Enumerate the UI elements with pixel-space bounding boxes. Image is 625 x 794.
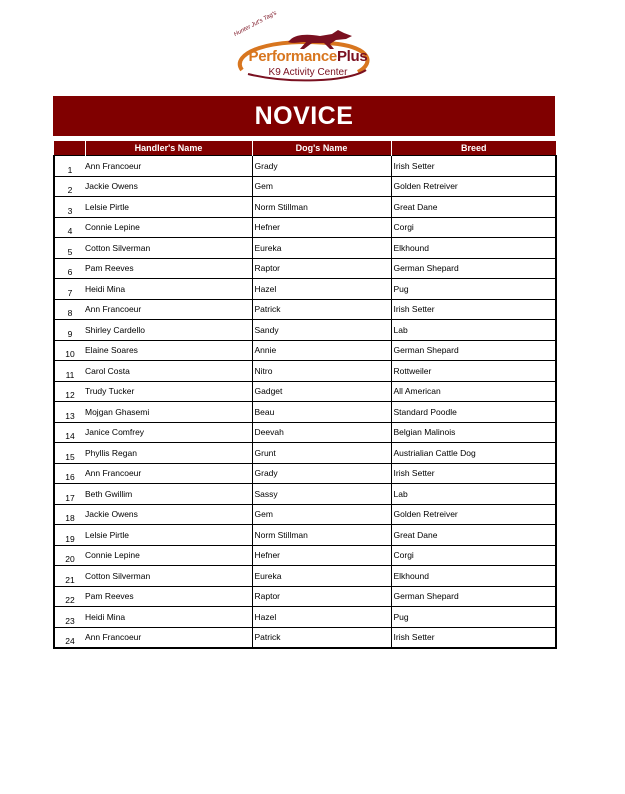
row-number: 8	[54, 299, 85, 320]
dog-name-cell: Nitro	[252, 361, 391, 382]
handler-name-cell: Lelsie Pirtle	[85, 525, 252, 546]
handler-name-cell: Ann Francoeur	[85, 299, 252, 320]
handler-name-cell: Jackie Owens	[85, 504, 252, 525]
logo-tagline: Hunter Jut's Tag's	[233, 10, 278, 38]
row-number: 18	[54, 504, 85, 525]
breed-cell: German Shepard	[391, 586, 556, 607]
dog-name-cell: Deevah	[252, 422, 391, 443]
breed-cell: Pug	[391, 607, 556, 628]
table-row	[54, 361, 556, 382]
row-number: 21	[54, 566, 85, 587]
handler-name-cell: Elaine Soares	[85, 340, 252, 361]
row-number: 14	[54, 422, 85, 443]
dog-name-cell: Hazel	[252, 607, 391, 628]
table-row	[54, 463, 556, 484]
row-number: 16	[54, 463, 85, 484]
handler-name-cell: Janice Comfrey	[85, 422, 252, 443]
roster-body	[54, 156, 556, 649]
table-row	[54, 504, 556, 525]
logo-subtitle: K9 Activity Center	[268, 67, 348, 78]
dog-name-cell: Gem	[252, 504, 391, 525]
handler-name-cell: Connie Lepine	[85, 217, 252, 238]
row-number: 13	[54, 402, 85, 423]
breed-cell: German Shepard	[391, 340, 556, 361]
breed-cell: Irish Setter	[391, 627, 556, 648]
row-number: 24	[54, 627, 85, 648]
dog-name-cell: Patrick	[252, 627, 391, 648]
row-number: 2	[54, 176, 85, 197]
breed-cell: Elkhound	[391, 566, 556, 587]
running-dog-icon	[286, 28, 356, 50]
dog-name-cell: Raptor	[252, 258, 391, 279]
table-row	[54, 566, 556, 587]
breed-cell: Golden Retreiver	[391, 504, 556, 525]
breed-cell: Belgian Malinois	[391, 422, 556, 443]
dog-name-cell: Grady	[252, 463, 391, 484]
table-row	[54, 340, 556, 361]
table-row	[54, 627, 556, 648]
dog-name-cell: Gem	[252, 176, 391, 197]
row-number: 3	[54, 197, 85, 218]
page-title: NOVICE	[254, 101, 354, 130]
table-row	[54, 422, 556, 443]
breed-cell: Great Dane	[391, 197, 556, 218]
dog-name-cell: Hazel	[252, 279, 391, 300]
dog-name-cell: Raptor	[252, 586, 391, 607]
breed-cell: Irish Setter	[391, 299, 556, 320]
dog-name-cell: Sassy	[252, 484, 391, 505]
handler-name-cell: Ann Francoeur	[85, 463, 252, 484]
breed-cell: Corgi	[391, 217, 556, 238]
row-number: 6	[54, 258, 85, 279]
breed-cell: Irish Setter	[391, 463, 556, 484]
table-row	[54, 238, 556, 259]
row-number: 10	[54, 340, 85, 361]
row-number: 19	[54, 525, 85, 546]
breed-cell: Austrialian Cattle Dog	[391, 443, 556, 464]
column-header-number	[54, 141, 85, 156]
dog-name-cell: Sandy	[252, 320, 391, 341]
handler-name-cell: Ann Francoeur	[85, 156, 252, 177]
dog-name-cell: Beau	[252, 402, 391, 423]
breed-cell: Pug	[391, 279, 556, 300]
table-row	[54, 525, 556, 546]
dog-name-cell: Hefner	[252, 217, 391, 238]
breed-cell: Lab	[391, 484, 556, 505]
dog-name-cell: Patrick	[252, 299, 391, 320]
row-number: 7	[54, 279, 85, 300]
row-number: 9	[54, 320, 85, 341]
table-row	[54, 484, 556, 505]
table-row	[54, 279, 556, 300]
handler-name-cell: Trudy Tucker	[85, 381, 252, 402]
row-number: 4	[54, 217, 85, 238]
dog-name-cell: Gadget	[252, 381, 391, 402]
breed-cell: Elkhound	[391, 238, 556, 259]
handler-name-cell: Heidi Mina	[85, 607, 252, 628]
handler-name-cell: Phyllis Regan	[85, 443, 252, 464]
row-number: 15	[54, 443, 85, 464]
row-number: 12	[54, 381, 85, 402]
row-number: 23	[54, 607, 85, 628]
breed-cell: Irish Setter	[391, 156, 556, 177]
table-row	[54, 217, 556, 238]
dog-name-cell: Hefner	[252, 545, 391, 566]
handler-name-cell: Mojgan Ghasemi	[85, 402, 252, 423]
dog-name-cell: Norm Stillman	[252, 197, 391, 218]
column-header-dog: Dog's Name	[252, 141, 391, 156]
column-header-handler: Handler's Name	[85, 141, 252, 156]
row-number: 20	[54, 545, 85, 566]
logo-title: PerformancePlus	[248, 48, 368, 65]
breed-cell: German Shepard	[391, 258, 556, 279]
table-row	[54, 197, 556, 218]
breed-cell: All American	[391, 381, 556, 402]
dog-name-cell: Grady	[252, 156, 391, 177]
handler-name-cell: Heidi Mina	[85, 279, 252, 300]
table-row	[54, 443, 556, 464]
table-header-row	[54, 141, 556, 156]
table-row	[54, 156, 556, 177]
table-row	[54, 258, 556, 279]
table-row	[54, 320, 556, 341]
handler-name-cell: Pam Reeves	[85, 258, 252, 279]
dog-name-cell: Norm Stillman	[252, 525, 391, 546]
handler-name-cell: Ann Francoeur	[85, 627, 252, 648]
table-row	[54, 381, 556, 402]
table-row	[54, 545, 556, 566]
breed-cell: Standard Poodle	[391, 402, 556, 423]
handler-name-cell: Connie Lepine	[85, 545, 252, 566]
handler-name-cell: Beth Gwillim	[85, 484, 252, 505]
handler-name-cell: Carol Costa	[85, 361, 252, 382]
handler-name-cell: Cotton Silverman	[85, 238, 252, 259]
table-row	[54, 607, 556, 628]
dog-name-cell: Eureka	[252, 238, 391, 259]
table-row	[54, 402, 556, 423]
table-row	[54, 299, 556, 320]
breed-cell: Corgi	[391, 545, 556, 566]
dog-name-cell: Grunt	[252, 443, 391, 464]
row-number: 5	[54, 238, 85, 259]
handler-name-cell: Pam Reeves	[85, 586, 252, 607]
handler-name-cell: Shirley Cardello	[85, 320, 252, 341]
row-number: 11	[54, 361, 85, 382]
handler-name-cell: Lelsie Pirtle	[85, 197, 252, 218]
breed-cell: Golden Retreiver	[391, 176, 556, 197]
performance-plus-logo	[228, 10, 378, 90]
breed-cell: Lab	[391, 320, 556, 341]
handler-name-cell: Jackie Owens	[85, 176, 252, 197]
handler-name-cell: Cotton Silverman	[85, 566, 252, 587]
roster-table	[53, 141, 557, 649]
row-number: 1	[54, 156, 85, 177]
row-number: 17	[54, 484, 85, 505]
row-number: 22	[54, 586, 85, 607]
dog-name-cell: Annie	[252, 340, 391, 361]
table-row	[54, 176, 556, 197]
dog-name-cell: Eureka	[252, 566, 391, 587]
page-title-banner	[53, 96, 555, 136]
breed-cell: Rottweiler	[391, 361, 556, 382]
table-row	[54, 586, 556, 607]
breed-cell: Great Dane	[391, 525, 556, 546]
column-header-breed: Breed	[391, 141, 556, 156]
